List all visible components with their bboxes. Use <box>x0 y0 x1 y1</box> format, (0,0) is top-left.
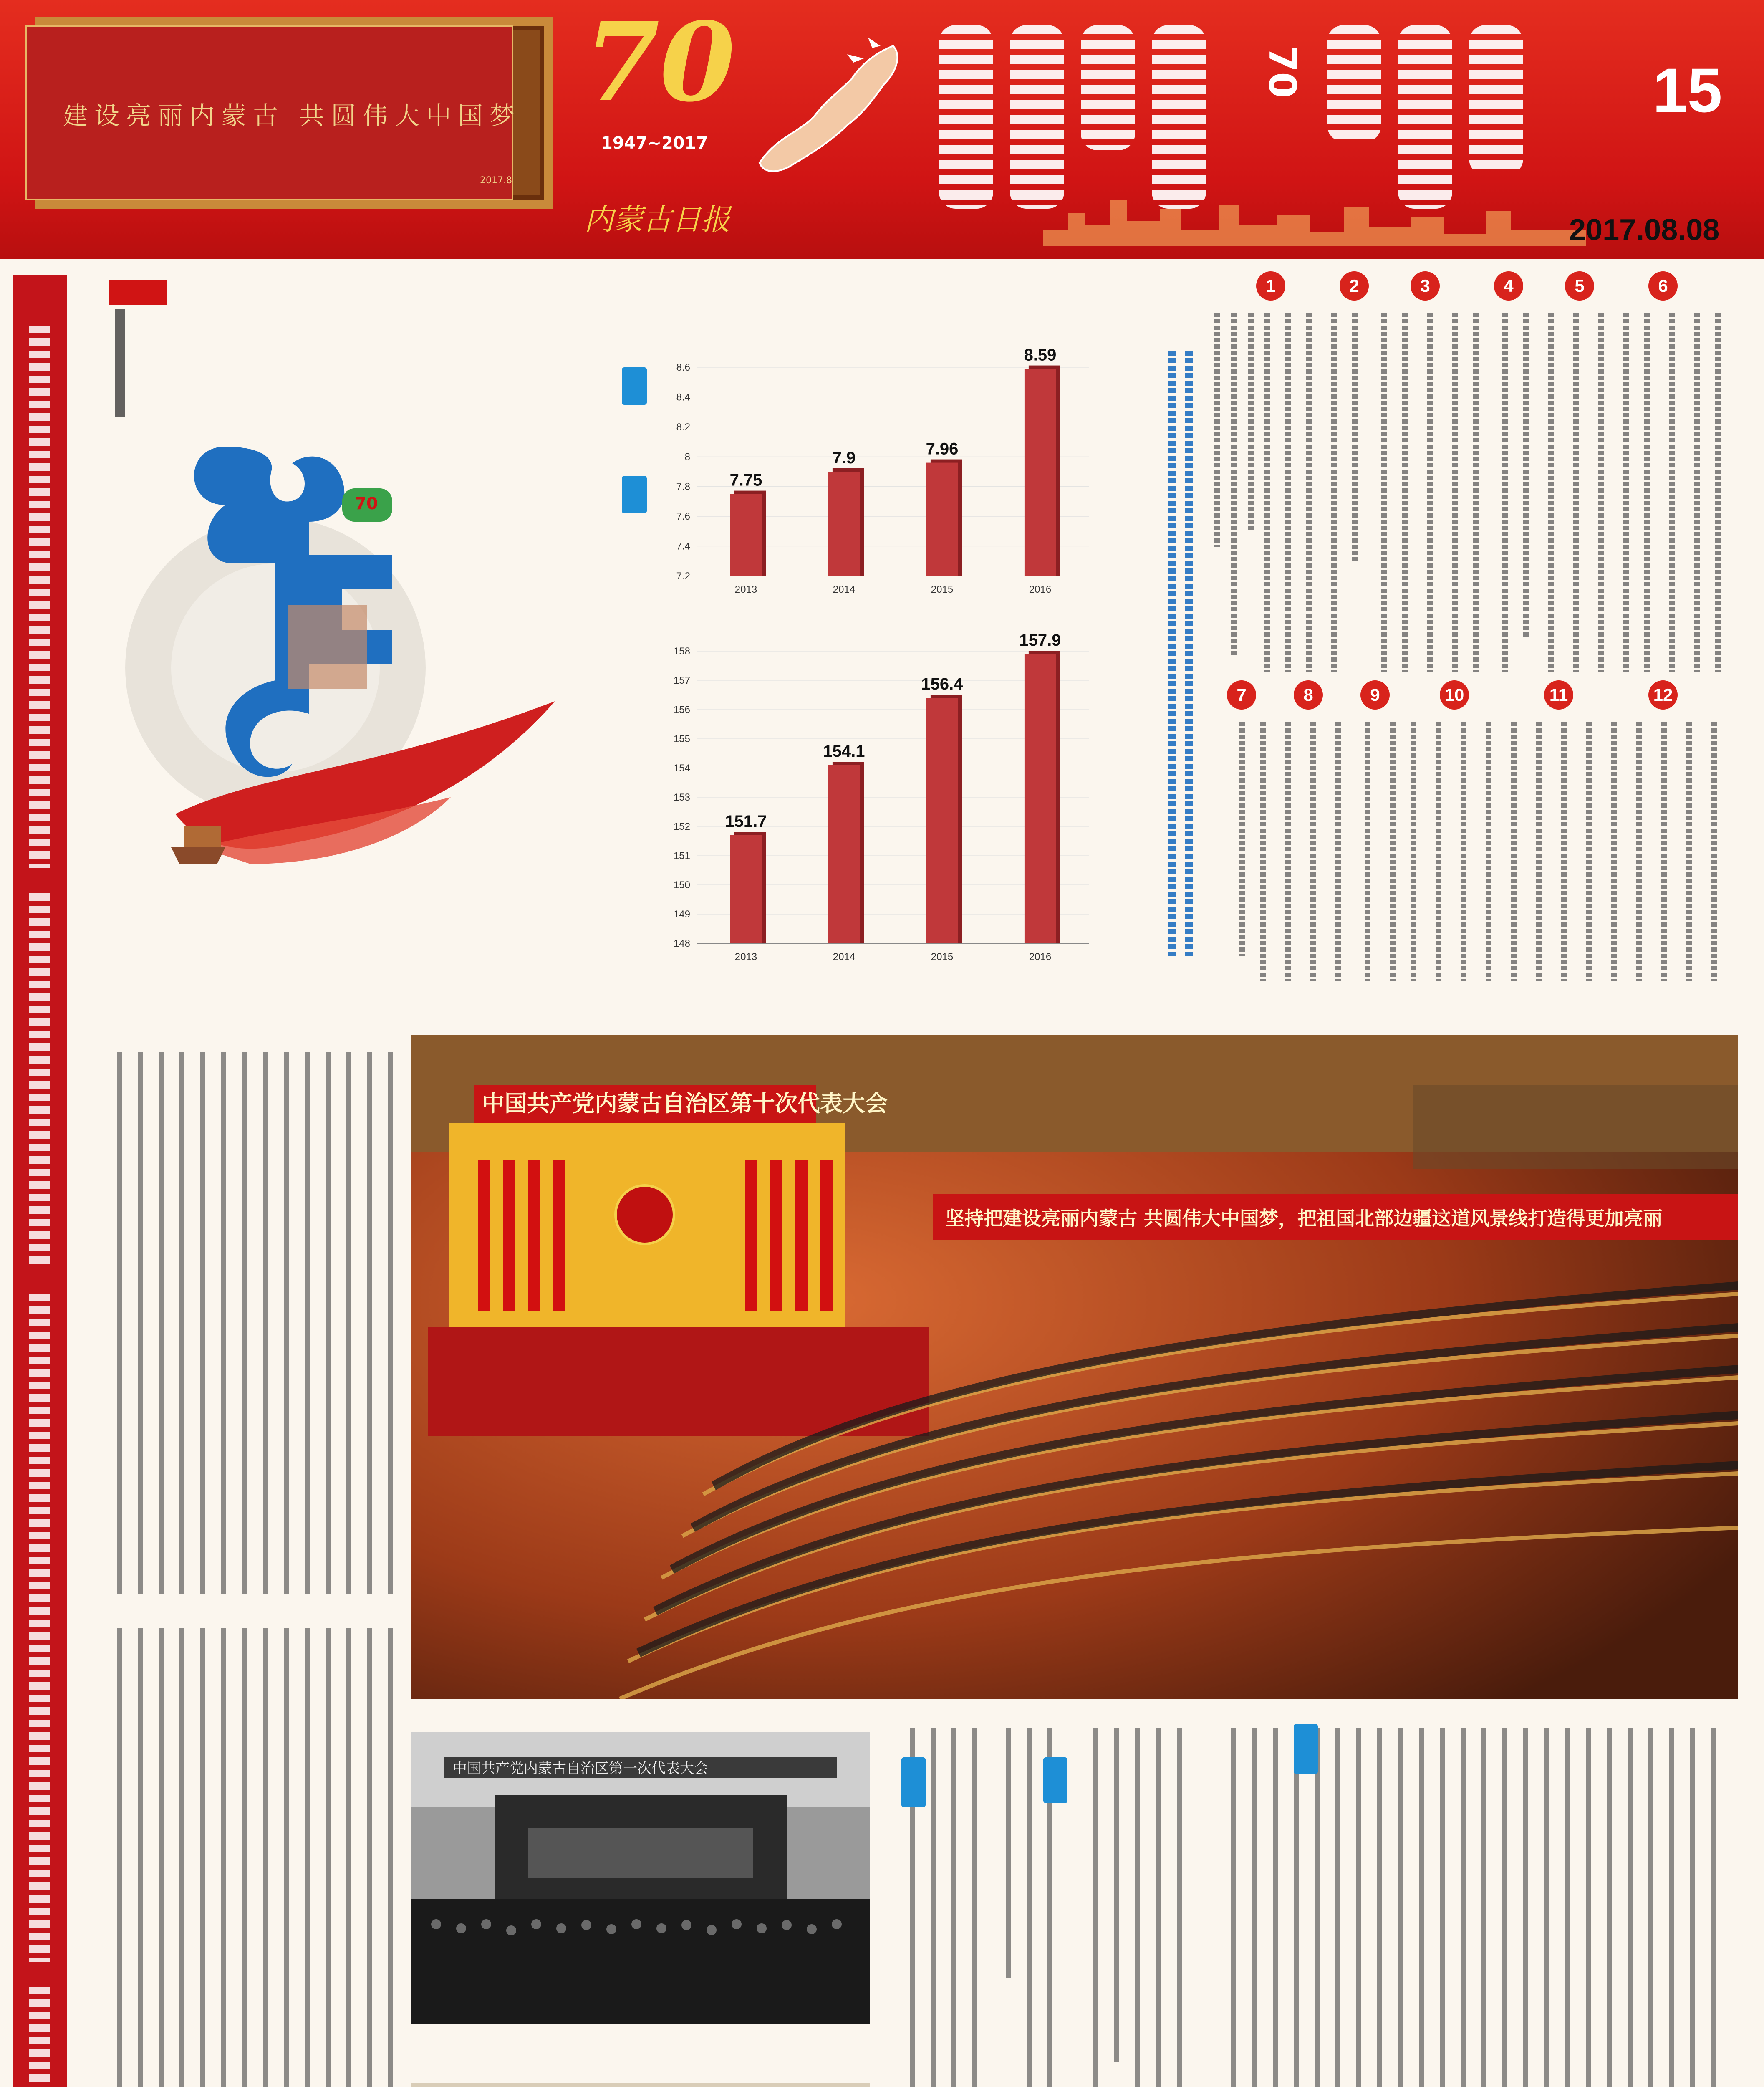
data-label: 157.9 <box>1019 631 1061 649</box>
historic-congress-photo <box>411 1732 870 2024</box>
headline-number: 70 <box>1260 46 1304 99</box>
bar <box>1025 369 1056 576</box>
bar <box>730 494 762 576</box>
section-tag <box>1043 1757 1067 1803</box>
data-label: 156.4 <box>921 675 963 693</box>
data-label: 7.9 <box>832 449 856 467</box>
y-tick-label: 7.2 <box>676 571 690 582</box>
body-text-left <box>109 1052 401 2087</box>
x-tick-label: 2013 <box>734 951 757 963</box>
bar-chart-1 <box>647 342 1114 614</box>
y-tick-label: 148 <box>673 938 690 949</box>
list-number: 7 <box>1227 680 1256 710</box>
data-label: 8.59 <box>1024 346 1057 364</box>
issue-date: 2017.08.08 <box>1569 213 1720 247</box>
y-tick-label: 7.8 <box>676 481 690 493</box>
list-number: 3 <box>1411 271 1440 301</box>
masthead <box>0 0 1764 259</box>
bw-banner-text: 中国共产党内蒙古自治区第一次代表大会 <box>453 1760 708 1777</box>
newspaper-name: 内蒙古日报 <box>584 202 730 237</box>
section-tag <box>901 1757 926 1807</box>
y-tick-label: 149 <box>673 909 690 920</box>
numbered-list <box>1160 267 1736 985</box>
chart1-label-tag <box>622 367 647 405</box>
bar <box>730 835 762 943</box>
slogan-text: 建设亮丽内蒙古 共圆伟大中国梦 <box>63 101 522 131</box>
y-tick-label: 8.4 <box>676 392 690 403</box>
y-tick-label: 152 <box>673 821 690 832</box>
x-tick-label: 2015 <box>931 584 954 595</box>
page-number: 15 <box>1653 55 1722 125</box>
propaganda-team-photo <box>411 2083 870 2087</box>
x-tick-label: 2016 <box>1029 584 1052 595</box>
x-tick-label: 2014 <box>833 584 856 595</box>
y-tick-label: 8 <box>684 451 690 463</box>
y-tick-label: 8.2 <box>676 421 690 433</box>
list-number: 9 <box>1360 680 1390 710</box>
feature-title-graphic <box>75 271 576 981</box>
side-banner-text: 坚持把建设亮丽内蒙古 共圆伟大中国梦，把祖国北部边疆这道风景线打造得更加亮丽 <box>945 1207 1663 1230</box>
x-tick-label: 2016 <box>1029 951 1052 963</box>
svg-text:70: 70 <box>355 494 378 513</box>
bar <box>926 698 958 943</box>
y-tick-label: 153 <box>673 792 690 803</box>
left-headline-column <box>13 275 67 2087</box>
bar <box>1025 654 1056 943</box>
list-number: 2 <box>1340 271 1369 301</box>
congress-hall-photo <box>411 1035 1738 1699</box>
headline-mongolian <box>939 17 1544 217</box>
x-tick-label: 2014 <box>833 951 856 963</box>
y-tick-label: 7.6 <box>676 511 690 523</box>
bar <box>828 472 860 576</box>
main-banner-text: 中国共产党内蒙古自治区第十次代表大会 <box>482 1090 888 1117</box>
city-skyline <box>1043 192 1586 246</box>
section-tag <box>1294 1724 1318 1774</box>
list-number: 8 <box>1294 680 1323 710</box>
data-label: 154.1 <box>823 742 865 761</box>
y-tick-label: 151 <box>673 850 690 862</box>
x-tick-label: 2015 <box>931 951 954 963</box>
list-number: 12 <box>1648 680 1678 710</box>
list-number: 4 <box>1494 271 1523 301</box>
bar <box>828 765 860 943</box>
bar <box>926 463 958 576</box>
list-number: 1 <box>1256 271 1285 301</box>
inner-mongolia-map-icon <box>743 29 918 188</box>
y-tick-label: 154 <box>673 763 690 774</box>
y-tick-label: 7.4 <box>676 541 690 552</box>
anniversary-logo: 70 <box>584 0 735 126</box>
y-tick-label: 8.6 <box>676 362 690 373</box>
slogan-date: 2017.8 <box>480 175 512 186</box>
data-label: 7.75 <box>729 471 762 490</box>
y-tick-label: 155 <box>673 733 690 745</box>
y-tick-label: 157 <box>673 675 690 686</box>
data-label: 7.96 <box>926 440 959 458</box>
list-number: 10 <box>1440 680 1469 710</box>
y-tick-label: 150 <box>673 879 690 891</box>
y-tick-label: 158 <box>673 646 690 657</box>
y-tick-label: 156 <box>673 704 690 715</box>
x-tick-label: 2013 <box>734 584 757 595</box>
bar-chart-2 <box>647 626 1114 981</box>
anniversary-years: 1947~2017 <box>601 134 708 153</box>
list-number: 5 <box>1565 271 1594 301</box>
list-number: 11 <box>1544 680 1573 710</box>
chart1-unit-tag <box>622 476 647 513</box>
data-label: 151.7 <box>725 812 767 831</box>
list-number: 6 <box>1648 271 1678 301</box>
